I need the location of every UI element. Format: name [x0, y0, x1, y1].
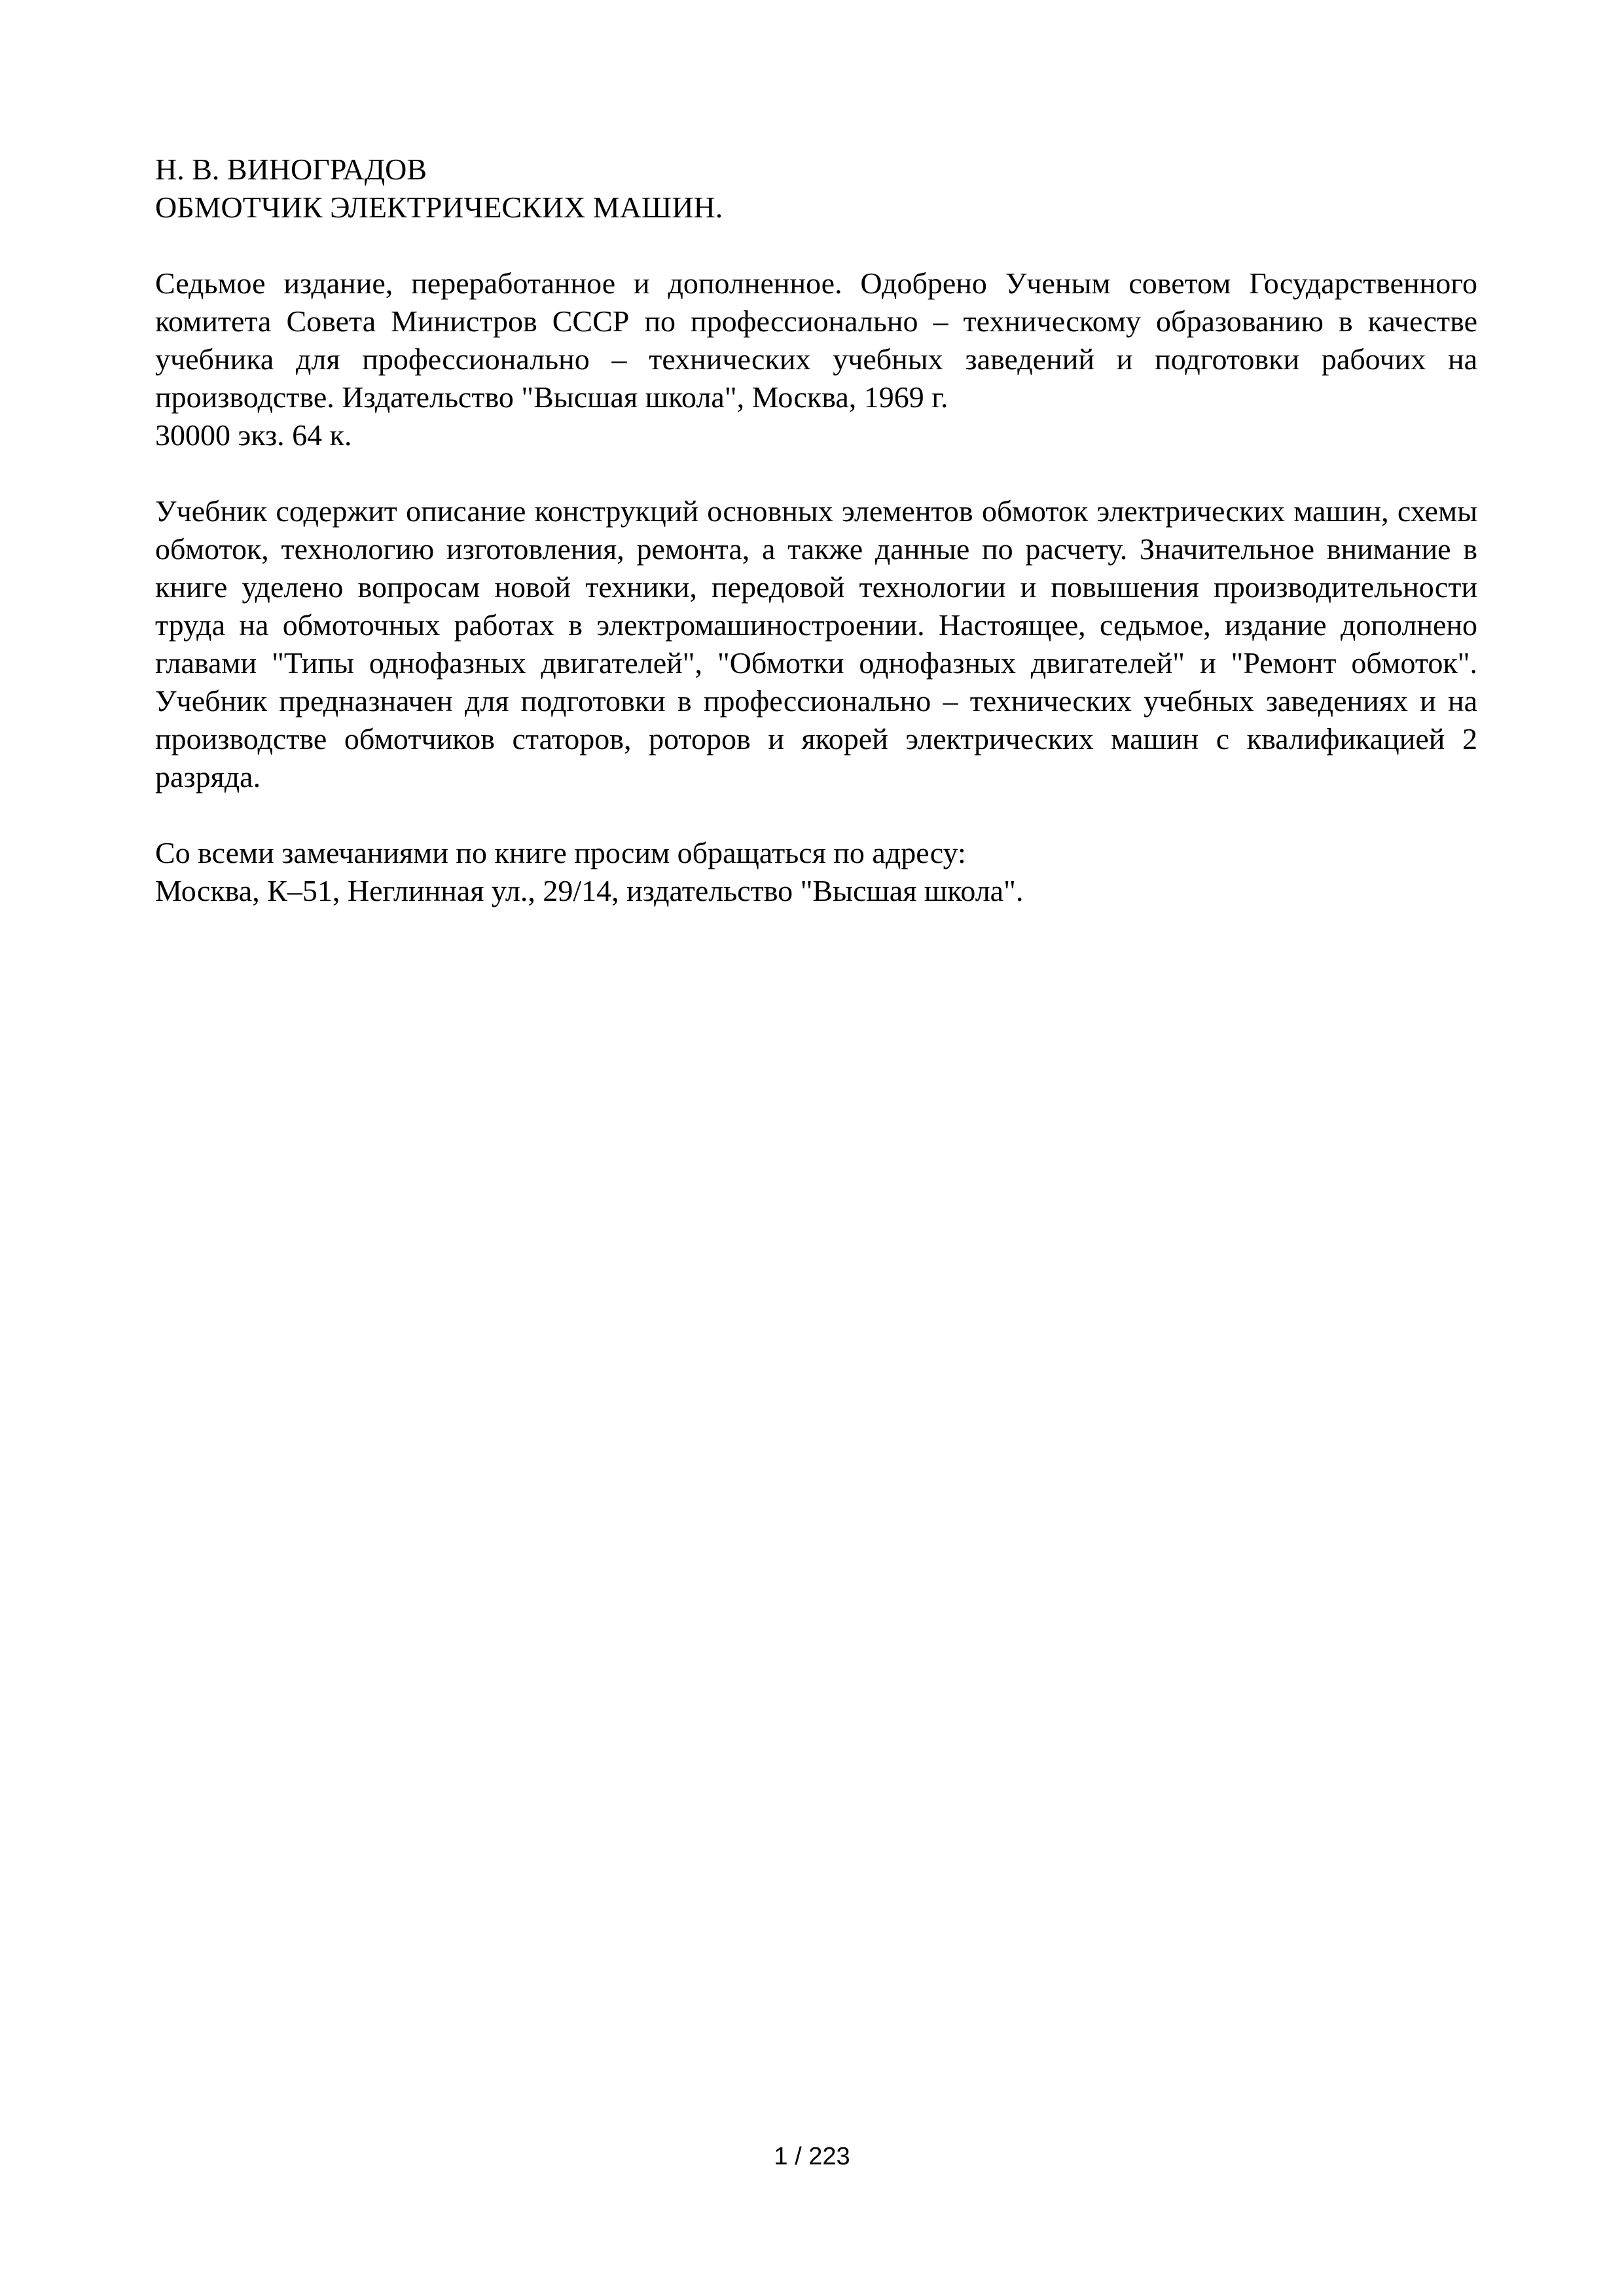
abstract-paragraph: Учебник содержит описание конструкций основных элементов обмоток электрических машин, схемы обмоток, технологию изготовления, ремонта, а также данные по расчету. Значительное внимание в книге уделено вопросам новой техники, передовой технологии и повышения производительности труда на обмоточных работах в электромашиностроении. Настоящее, седьмое, издание дополнено главами "Типы однофазных двигателей", "Обмотки однофазных двигателей" и "Ремонт обмоток". Учебник предназначен для подготовки в профессионально – технических учебных заведениях и на производстве обмотчиков статоров, роторов и якорей электрических машин с квалификацией 2 разряда.: [155, 494, 1477, 793]
spacer: [155, 796, 1477, 834]
book-title: ОБМОТЧИК ЭЛЕКТРИЧЕСКИХ МАШИН.: [155, 191, 723, 224]
publisher-address-line: Москва, К–51, Неглинная ул., 29/14, издательство "Высшая школа".: [155, 874, 1024, 907]
edition-info-paragraph: Седьмое издание, переработанное и дополненное. Одобрено Ученым советом Государственного комитета Совета Министров СССР по профессионально – техническому образованию в качестве учебника для профессионально – технических учебных заведений и подготовки рабочих на производстве. Издательство "Высшая школа", Москва, 1969 г.: [155, 266, 1477, 414]
spacer: [155, 454, 1477, 492]
print-run-line: 30000 экз. 64 к.: [155, 418, 352, 452]
contact-line: Со всеми замечаниями по книге просим обращаться по адресу:: [155, 836, 966, 869]
spacer: [155, 227, 1477, 264]
page-number: 1 / 223: [774, 2143, 850, 2170]
author-name: Н. В. ВИНОГРАДОВ: [155, 153, 427, 186]
page-content: [155, 151, 1477, 910]
